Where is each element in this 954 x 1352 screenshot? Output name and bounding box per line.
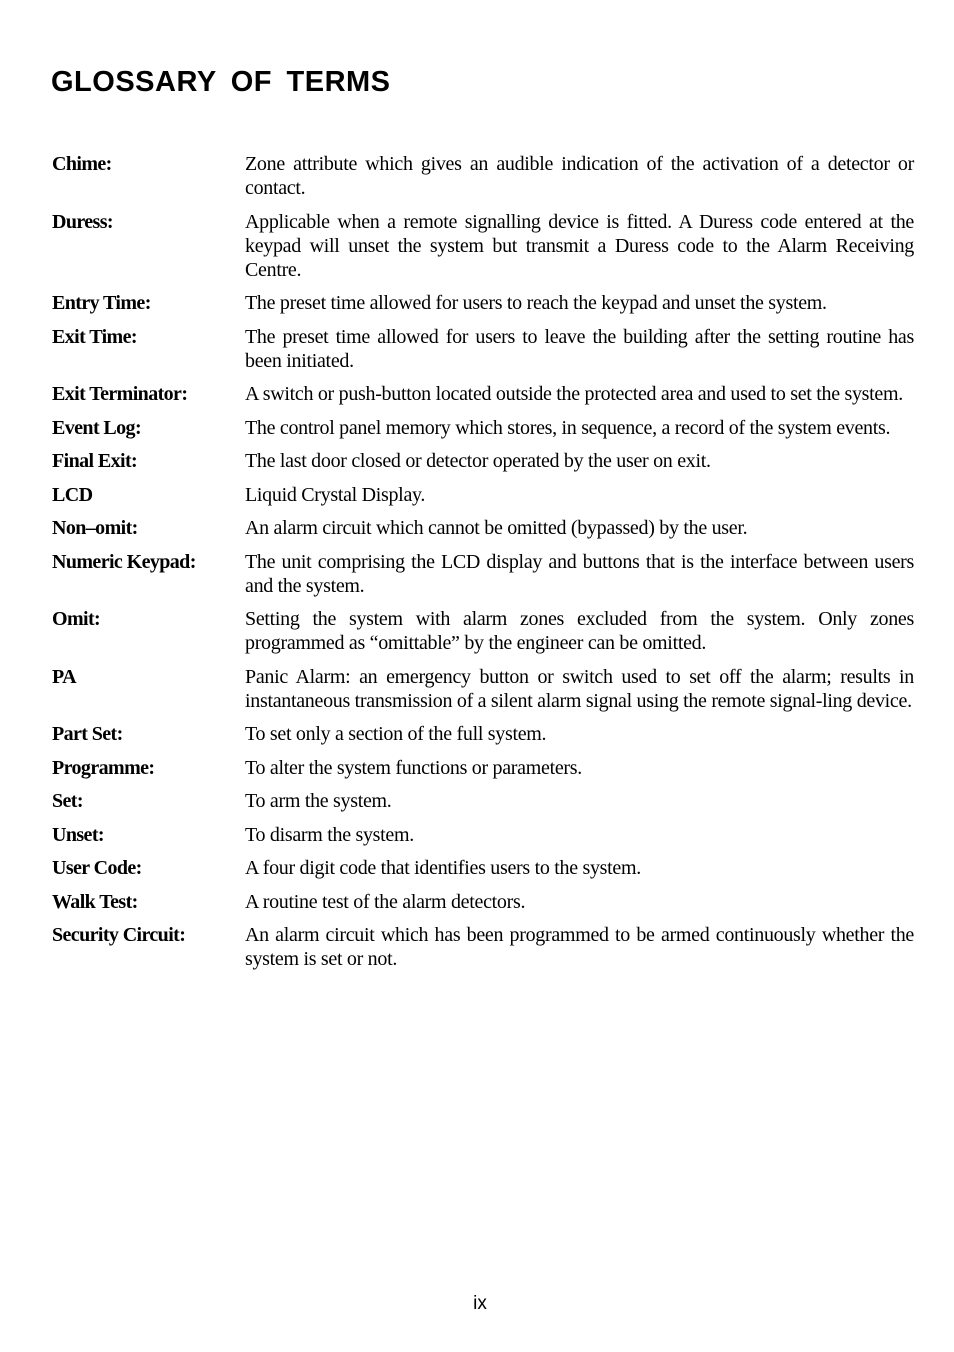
glossary-term: Non–omit:: [52, 517, 138, 539]
glossary-term: Exit Time:: [52, 325, 137, 348]
glossary-entry-user-code: [52, 856, 914, 880]
glossary-term: Part Set:: [52, 723, 123, 745]
glossary-entry-programme: [52, 756, 914, 780]
glossary-term: Exit Terminator:: [52, 383, 188, 405]
glossary-term: User Code:: [52, 857, 142, 879]
glossary-definition: Panic Alarm: an emergency button or switch used to set off the alarm; results in instantaneous transmission of a silent alarm signal using the remote signal-ling device.: [245, 665, 914, 712]
glossary-entry-exit-terminator: [52, 382, 914, 406]
glossary-list: [52, 152, 914, 981]
glossary-term: Unset:: [52, 823, 104, 846]
glossary-entry-final-exit: [52, 449, 914, 473]
glossary-definition: Setting the system with alarm zones excluded from the system. Only zones programmed as “omittable” by the engineer can be omitted.: [245, 608, 914, 654]
glossary-definition: Applicable when a remote signalling device is fitted. A Duress code entered at the keypad will unset the system but transmit a Duress code to the Alarm Receiving Centre.: [245, 210, 914, 281]
glossary-definition: The preset time allowed for users to leave the building after the setting routine has been initiated.: [245, 325, 914, 372]
glossary-entry-security-circuit: [52, 923, 914, 971]
glossary-definition: The control panel memory which stores, in sequence, a record of the system events.: [245, 416, 891, 439]
glossary-entry-pa: [52, 665, 914, 713]
glossary-entry-non-omit: [52, 516, 914, 540]
glossary-entry-duress: [52, 210, 914, 282]
glossary-entry-lcd: [52, 483, 914, 507]
glossary-term: Event Log:: [52, 416, 142, 439]
glossary-entry-event-log: [52, 416, 914, 440]
glossary-entry-numeric-keypad: [52, 550, 914, 598]
glossary-definition: To arm the system.: [245, 790, 392, 812]
glossary-definition: To set only a section of the full system.: [245, 723, 547, 745]
glossary-definition: The preset time allowed for users to reach the keypad and unset the system.: [245, 292, 827, 314]
glossary-term: Numeric Keypad:: [52, 550, 196, 573]
glossary-term: Security Circuit:: [52, 924, 186, 946]
glossary-entry-unset: [52, 823, 914, 847]
glossary-definition: The unit comprising the LCD display and buttons that is the interface between users and the system.: [245, 550, 914, 597]
glossary-term: Programme:: [52, 756, 155, 779]
glossary-entry-omit: [52, 607, 914, 655]
glossary-entry-exit-time: [52, 325, 914, 373]
glossary-term: LCD: [52, 483, 93, 506]
glossary-term: Set:: [52, 790, 83, 812]
glossary-definition: To disarm the system.: [245, 823, 414, 846]
glossary-term: Omit:: [52, 608, 101, 630]
glossary-entry-part-set: [52, 722, 914, 746]
glossary-definition: Zone attribute which gives an audible indication of the activation of a detector or contact.: [245, 153, 914, 199]
glossary-definition: To alter the system functions or parameters.: [245, 756, 582, 779]
glossary-term: Walk Test:: [52, 890, 138, 913]
glossary-definition: A four digit code that identifies users to the system.: [245, 857, 641, 879]
glossary-entry-entry-time: [52, 291, 914, 315]
page-number: ix: [473, 1293, 487, 1314]
glossary-definition: A routine test of the alarm detectors.: [245, 890, 526, 913]
glossary-term: Duress:: [52, 210, 113, 233]
glossary-definition: The last door closed or detector operated by the user on exit.: [245, 450, 711, 472]
glossary-entry-walk-test: [52, 890, 914, 914]
glossary-definition: An alarm circuit which has been programmed to be armed continuously whether the system is set or not.: [245, 924, 914, 970]
glossary-term: Entry Time:: [52, 292, 151, 314]
page-title: GLOSSARY OF TERMS: [51, 66, 391, 98]
glossary-term: PA: [52, 665, 76, 688]
glossary-definition: Liquid Crystal Display.: [245, 483, 426, 506]
glossary-definition: An alarm circuit which cannot be omitted (bypassed) by the user.: [245, 517, 748, 539]
glossary-entry-chime: [52, 152, 914, 200]
glossary-definition: A switch or push-button located outside the protected area and used to set the system.: [245, 383, 903, 405]
glossary-term: Final Exit:: [52, 450, 138, 472]
glossary-entry-set: [52, 789, 914, 813]
glossary-term: Chime:: [52, 153, 112, 175]
